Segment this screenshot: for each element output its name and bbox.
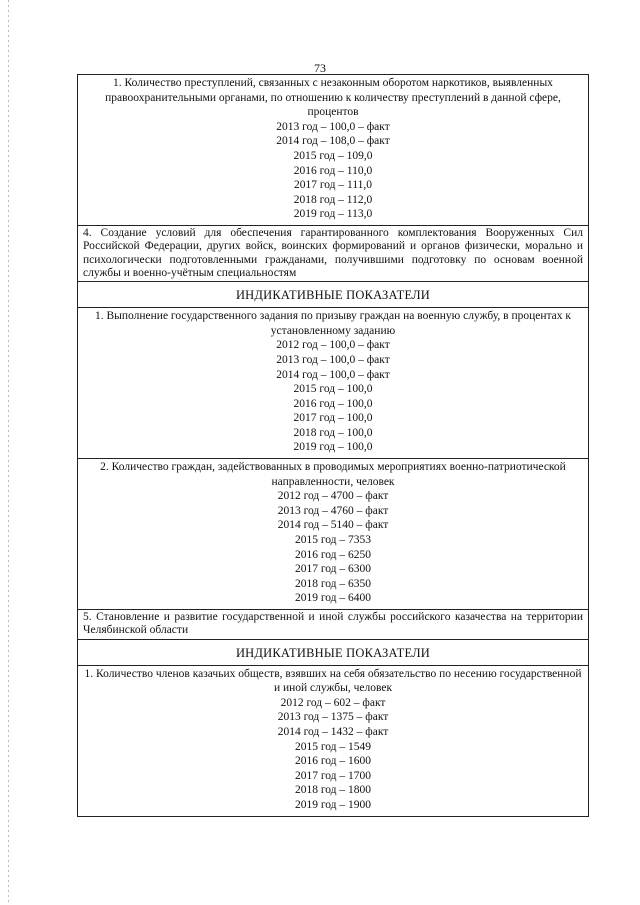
scan-margin-line xyxy=(8,0,9,905)
task-row-cossack-service: 5. Становление и развитие государственной и иной службы российского казачества на территории Челябинской области xyxy=(78,610,588,640)
indicator-title: 2. Количество граждан, задействованных в проводимых мероприятиях военно-патриотической направленности, человек xyxy=(100,461,566,488)
indicator-values xyxy=(82,120,584,222)
indicator-value: 2015 год – 109,0 xyxy=(293,149,373,162)
indicator-value: 2015 год – 7353 xyxy=(294,534,372,547)
indicator-value: 2019 год – 6400 xyxy=(294,592,372,605)
section-heading-indicators: ИНДИКАТИВНЫЕ ПОКАЗАТЕЛИ xyxy=(78,640,588,666)
indicator-value: 2016 год – 1600 xyxy=(294,755,372,768)
indicator-value: 2017 год – 111,0 xyxy=(293,179,373,192)
section-heading-indicators: ИНДИКАТИВНЫЕ ПОКАЗАТЕЛИ xyxy=(78,282,588,308)
indicator-values xyxy=(82,696,584,813)
indicator-value: 2014 год – 108,0 – факт xyxy=(276,135,390,148)
indicator-row-cossack-members xyxy=(78,666,588,816)
indicator-value: 2016 год – 6250 xyxy=(294,548,372,561)
indicator-value: 2014 год – 5140 – факт xyxy=(277,519,389,532)
indicator-value: 2013 год – 4760 – факт xyxy=(277,504,389,517)
indicator-value: 2018 год – 112,0 xyxy=(293,193,373,206)
indicator-value: 2018 год – 100,0 xyxy=(293,426,373,439)
indicator-row-conscription xyxy=(78,308,588,459)
indicator-value: 2012 год – 4700 – факт xyxy=(277,490,389,503)
indicator-value: 2019 год – 113,0 xyxy=(293,208,373,221)
task-row-armed-forces: 4. Создание условий для обеспечения гарантированного комплектования Вооруженных Сил Российской Федерации, других войск, воинских формирований и органов физически, морально и психологически подготовленными гражданами, получившими подготовку по основам военной службы и военно-учётным специальностям xyxy=(78,226,588,282)
indicator-value: 2014 год – 100,0 – факт xyxy=(276,368,390,381)
indicator-value: 2017 год – 100,0 xyxy=(293,412,373,425)
indicator-title: 1. Количество членов казачьих обществ, взявших на себя обязательство по несению государственной и иной службы, человек xyxy=(84,667,582,695)
indicator-value: 2016 год – 110,0 xyxy=(293,164,373,177)
indicator-value: 2013 год – 1375 – факт xyxy=(277,711,389,724)
indicator-value: 2016 год – 100,0 xyxy=(293,397,373,410)
indicator-value: 2018 год – 1800 xyxy=(294,784,372,797)
indicator-title: 1. Выполнение государственного задания по призыву граждан на военную службу, в процентах к установленному заданию xyxy=(95,310,571,337)
indicator-value: 2019 год – 1900 xyxy=(294,798,372,811)
indicator-value: 2019 год – 100,0 xyxy=(293,441,373,454)
indicator-value: 2014 год – 1432 – факт xyxy=(277,725,389,738)
indicator-title: 1. Количество преступлений, связанных с незаконным оборотом наркотиков, выявленных правоохранительными органами, по отношению к количеству преступлений в данной сфере, процентов xyxy=(105,77,561,119)
indicator-value: 2017 год – 6300 xyxy=(294,563,372,576)
indicators-table xyxy=(77,74,589,817)
indicator-value: 2013 год – 100,0 – факт xyxy=(276,353,390,366)
indicator-value: 2015 год – 100,0 xyxy=(293,383,373,396)
indicator-value: 2013 год – 100,0 – факт xyxy=(276,120,390,133)
indicator-values xyxy=(82,338,584,455)
indicator-value: 2012 год – 100,0 – факт xyxy=(276,339,390,352)
indicator-values xyxy=(82,489,584,606)
indicator-value: 2018 год – 6350 xyxy=(294,577,372,590)
indicator-value: 2017 год – 1700 xyxy=(294,769,372,782)
indicator-value: 2012 год – 602 – факт xyxy=(280,696,386,709)
indicator-row-drug-crimes xyxy=(78,75,588,226)
indicator-row-patriotic-events xyxy=(78,459,588,610)
page-number: 73 xyxy=(314,61,326,75)
indicator-value: 2015 год – 1549 xyxy=(294,740,372,753)
